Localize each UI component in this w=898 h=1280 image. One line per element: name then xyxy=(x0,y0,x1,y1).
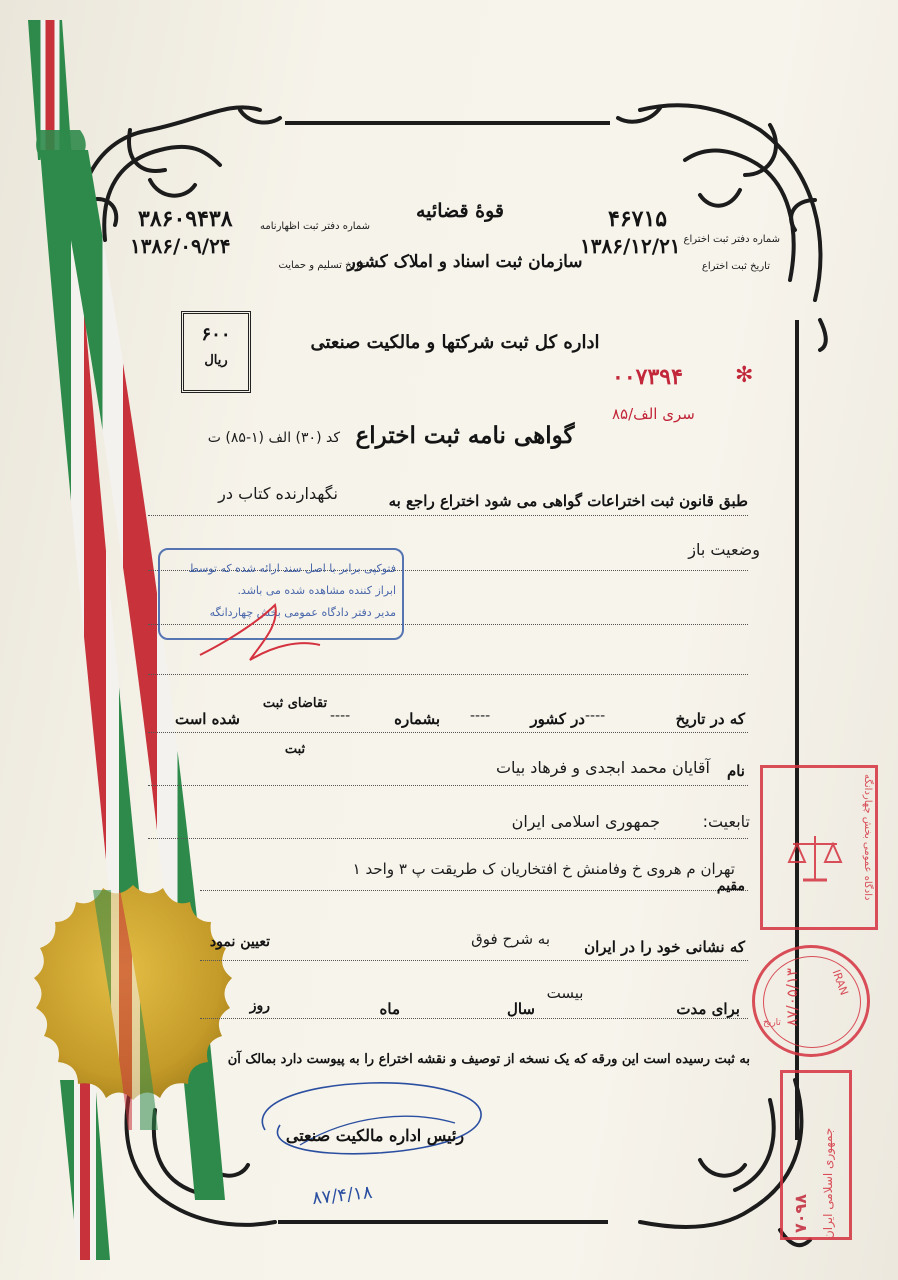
date-line-country: در کشور xyxy=(530,710,585,728)
registration-date: ۱۳۸۶/۱۲/۲۱ xyxy=(580,234,681,258)
date-line-prefix: که در تاریخ xyxy=(675,710,745,728)
red-scribble xyxy=(190,600,330,670)
invention-title-part1: نگهدارنده کتاب در xyxy=(218,484,338,503)
date-dashes: ---- xyxy=(585,708,606,724)
certificate-title: گواهی نامه ثبت اختراع xyxy=(355,422,575,449)
fee-stamp-box xyxy=(181,311,251,393)
final-statement: به ثبت رسیده است این ورقه که یک نسخه از توصیف و نقشه اختراع را به پیوست دارد بمالک آن xyxy=(227,1052,750,1067)
residence-label: مقیم xyxy=(716,878,745,894)
date-line-request: تقاضای ثبت xyxy=(262,696,328,711)
copy-stamp-line1: فتوکپی برابر با اصل سند ارائه شده که توسط xyxy=(188,562,396,575)
copy-stamp-line2: ابراز کننده مشاهده شده می باشد. xyxy=(237,584,396,597)
bottom-red-stamp xyxy=(780,1070,852,1240)
address-suffix: تعیین نمود xyxy=(209,934,270,950)
nationality-value: جمهوری اسلامی ایران xyxy=(511,812,660,831)
signatory-title: رئیس اداره مالکیت صنعتی xyxy=(285,1126,465,1145)
date-line-suffix: شده است xyxy=(175,710,240,728)
application-number-label: شماره دفتر ثبت اظهارنامه xyxy=(260,221,370,232)
court-square-stamp xyxy=(760,765,878,930)
registration-number-label: شماره دفتر ثبت اختراع xyxy=(683,234,780,245)
organization-heading: سازمان ثبت اسناد و املاک کشور xyxy=(347,252,583,272)
judiciary-heading: قوهٔ قضائیه xyxy=(415,200,505,222)
nationality-label: تابعیت: xyxy=(702,812,750,831)
residence-value: تهران م هروی خ وفامنش خ افتخاریان ک طریقت پ ۳ واحد ۱ xyxy=(352,860,735,878)
name-label: نام xyxy=(726,762,745,780)
registration-date-label: تاریخ ثبت اختراع xyxy=(701,261,770,272)
serial-number: ۰۰۷۳۹۴ xyxy=(612,364,683,390)
scales-icon xyxy=(785,828,845,888)
invention-title-part2: وضعیت باز xyxy=(688,540,760,559)
bottom-stamp-text: جمهوری اسلامی ایران xyxy=(821,1127,835,1239)
duration-value: بیست xyxy=(546,984,584,1002)
bottom-stamp-number: ۷۰۹۸ xyxy=(791,1193,810,1233)
fee-unit: ریال xyxy=(204,353,228,368)
application-number: ۳۸۶۰۹۴۳۸ xyxy=(138,206,233,232)
round-stamp-date: ۸۷/۰۵/۱۳ xyxy=(783,968,801,1027)
inventor-names: آقایان محمد ابجدی و فرهاد بیات xyxy=(495,758,710,777)
court-stamp-text: دادگاه عمومی بخش چهاردانگه xyxy=(862,774,873,901)
date-line-number: بشماره xyxy=(394,710,440,728)
copy-stamp-line3: مدیر دفتر دادگاه عمومی بخش چهاردانگه xyxy=(209,606,396,619)
address-value: به شرح فوق xyxy=(471,930,550,948)
number-dashes: ---- xyxy=(330,708,351,724)
date-line-registered: ثبت xyxy=(284,742,306,757)
asterisk-icon: ✻ xyxy=(735,363,754,388)
day-label: روز xyxy=(249,998,270,1014)
round-stamp-label: تاریخ xyxy=(763,1018,781,1028)
month-label: ماه xyxy=(379,1000,400,1018)
duration-label: برای مدت xyxy=(676,1000,740,1018)
gold-seal xyxy=(8,880,258,1140)
country-dashes: ---- xyxy=(470,708,491,724)
address-label: که نشانی خود را در ایران xyxy=(584,938,745,956)
signature-scribble xyxy=(240,1075,500,1165)
signature-date: ۸۷/۴/۱۸ xyxy=(311,1181,374,1210)
registration-number: ۴۶۷۱۵ xyxy=(608,206,668,232)
date-round-stamp xyxy=(752,945,870,1057)
serial-series: سری الف/۸۵ xyxy=(612,405,695,423)
year-label: سال xyxy=(506,1000,535,1018)
certificate-code: کد (۳۰) الف (۱-۸۵) ت xyxy=(207,430,340,446)
submission-date: ۱۳۸۶/۰۹/۲۴ xyxy=(130,234,231,258)
submission-date-label: تاریخ تسلیم و حمایت xyxy=(278,260,365,271)
department-heading: اداره کل ثبت شرکتها و مالکیت صنعتی xyxy=(310,332,600,353)
fee-amount: ۶۰۰ xyxy=(201,324,231,345)
round-stamp-country: IRAN xyxy=(829,967,851,998)
body-line1-printed: طبق قانون ثبت اختراعات گواهی می شود اختراع راجع به xyxy=(388,492,748,510)
